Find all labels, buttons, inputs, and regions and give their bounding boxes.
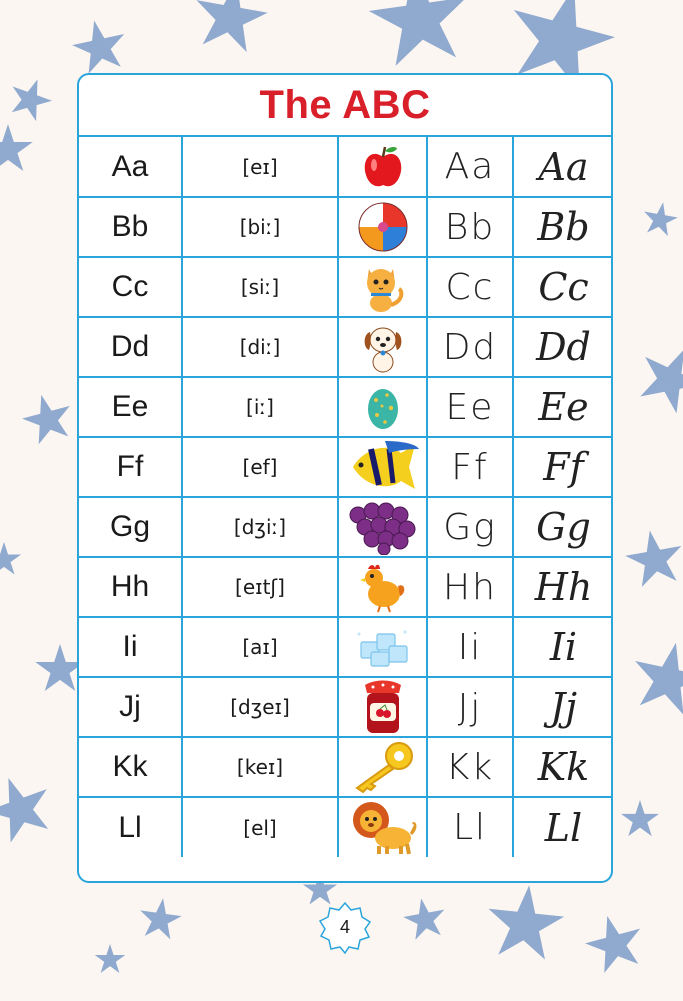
transcription-cell: [dʒeɪ] bbox=[182, 677, 338, 737]
letter-cell: Bb bbox=[79, 197, 182, 257]
letter-cell: Dd bbox=[79, 317, 182, 377]
picture-cell bbox=[338, 497, 427, 557]
transcription-cell: [iː] bbox=[182, 377, 338, 437]
fish-icon bbox=[339, 439, 426, 495]
transcription-cell: [eɪ] bbox=[182, 137, 338, 197]
picture-cell bbox=[338, 677, 427, 737]
table-row bbox=[79, 677, 613, 737]
transcription-cell: [siː] bbox=[182, 257, 338, 317]
star-icon bbox=[95, 944, 125, 973]
star-icon bbox=[484, 881, 567, 961]
letter-cell: Cc bbox=[79, 257, 182, 317]
picture-cell bbox=[338, 377, 427, 437]
print-letter-cell: Ee bbox=[427, 377, 513, 437]
table-row bbox=[79, 797, 613, 857]
picture-cell bbox=[338, 797, 427, 857]
print-letter-cell: Bb bbox=[427, 197, 513, 257]
script-letter-cell: Dd bbox=[513, 317, 613, 377]
script-letter-cell: Ff bbox=[513, 437, 613, 497]
picture-cell bbox=[338, 137, 427, 197]
transcription-cell: [biː] bbox=[182, 197, 338, 257]
hen-icon bbox=[339, 560, 426, 614]
alphabet-table bbox=[79, 137, 613, 857]
alphabet-card bbox=[77, 73, 613, 883]
star-icon bbox=[17, 388, 77, 446]
letter-cell: Ll bbox=[79, 797, 182, 857]
ball-icon bbox=[339, 201, 426, 253]
picture-cell bbox=[338, 737, 427, 797]
picture-cell bbox=[338, 197, 427, 257]
print-letter-cell: Aa bbox=[427, 137, 513, 197]
transcription-cell: [el] bbox=[182, 797, 338, 857]
star-icon bbox=[622, 526, 683, 589]
letter-cell: Ii bbox=[79, 617, 182, 677]
dog-icon bbox=[339, 320, 426, 374]
table-row bbox=[79, 557, 613, 617]
transcription-cell: [dʒiː] bbox=[182, 497, 338, 557]
script-letter-cell: Jj bbox=[513, 677, 613, 737]
letter-cell: Aa bbox=[79, 137, 182, 197]
star-icon bbox=[189, 0, 272, 55]
star-icon bbox=[626, 635, 683, 717]
transcription-cell: [ef] bbox=[182, 437, 338, 497]
picture-cell bbox=[338, 317, 427, 377]
page-number: 4 bbox=[339, 917, 350, 937]
star-icon bbox=[0, 767, 60, 847]
star-icon bbox=[0, 542, 21, 575]
table-row bbox=[79, 317, 613, 377]
table-row bbox=[79, 377, 613, 437]
script-letter-cell: Kk bbox=[513, 737, 613, 797]
print-letter-cell: Kk bbox=[427, 737, 513, 797]
star-icon bbox=[0, 124, 33, 171]
star-icon bbox=[580, 909, 649, 976]
script-letter-cell: Hh bbox=[513, 557, 613, 617]
letter-cell: Jj bbox=[79, 677, 182, 737]
star-icon bbox=[401, 895, 449, 941]
print-letter-cell: Ii bbox=[427, 617, 513, 677]
apple-icon bbox=[339, 143, 426, 191]
star-icon bbox=[68, 15, 131, 76]
table-row bbox=[79, 197, 613, 257]
transcription-cell: [keɪ] bbox=[182, 737, 338, 797]
table-row bbox=[79, 257, 613, 317]
script-letter-cell: Gg bbox=[513, 497, 613, 557]
letter-cell: Ff bbox=[79, 437, 182, 497]
letter-cell: Kk bbox=[79, 737, 182, 797]
print-letter-cell: Gg bbox=[427, 497, 513, 557]
script-letter-cell: Ii bbox=[513, 617, 613, 677]
letter-cell: Ee bbox=[79, 377, 182, 437]
picture-cell bbox=[338, 617, 427, 677]
picture-cell bbox=[338, 257, 427, 317]
star-icon bbox=[641, 199, 680, 237]
script-letter-cell: Aa bbox=[513, 137, 613, 197]
script-letter-cell: Cc bbox=[513, 257, 613, 317]
star-icon bbox=[621, 800, 659, 836]
table-row bbox=[79, 137, 613, 197]
transcription-cell: [diː] bbox=[182, 317, 338, 377]
ice-icon bbox=[339, 622, 426, 672]
table-row bbox=[79, 737, 613, 797]
script-letter-cell: Ee bbox=[513, 377, 613, 437]
letter-cell: Hh bbox=[79, 557, 182, 617]
table-row bbox=[79, 617, 613, 677]
print-letter-cell: Jj bbox=[427, 677, 513, 737]
star-icon bbox=[137, 895, 184, 940]
page-number-badge bbox=[318, 900, 372, 954]
script-letter-cell: Ll bbox=[513, 797, 613, 857]
transcription-cell: [eɪtʃ] bbox=[182, 557, 338, 617]
print-letter-cell: Cc bbox=[427, 257, 513, 317]
table-row bbox=[79, 497, 613, 557]
star-icon bbox=[364, 0, 475, 69]
star-icon bbox=[4, 72, 57, 124]
print-letter-cell: Ff bbox=[427, 437, 513, 497]
egg-icon bbox=[339, 382, 426, 432]
jam-icon bbox=[339, 679, 426, 735]
picture-cell bbox=[338, 557, 427, 617]
script-letter-cell: Bb bbox=[513, 197, 613, 257]
transcription-cell: [aɪ] bbox=[182, 617, 338, 677]
cat-icon bbox=[339, 261, 426, 313]
key-icon bbox=[339, 740, 426, 794]
print-letter-cell: Hh bbox=[427, 557, 513, 617]
star-icon bbox=[629, 336, 683, 419]
lion-icon bbox=[339, 800, 426, 856]
picture-cell bbox=[338, 437, 427, 497]
grapes-icon bbox=[339, 499, 426, 555]
page-title: The ABC bbox=[79, 75, 611, 137]
print-letter-cell: Ll bbox=[427, 797, 513, 857]
letter-cell: Gg bbox=[79, 497, 182, 557]
table-row bbox=[79, 437, 613, 497]
print-letter-cell: Dd bbox=[427, 317, 513, 377]
